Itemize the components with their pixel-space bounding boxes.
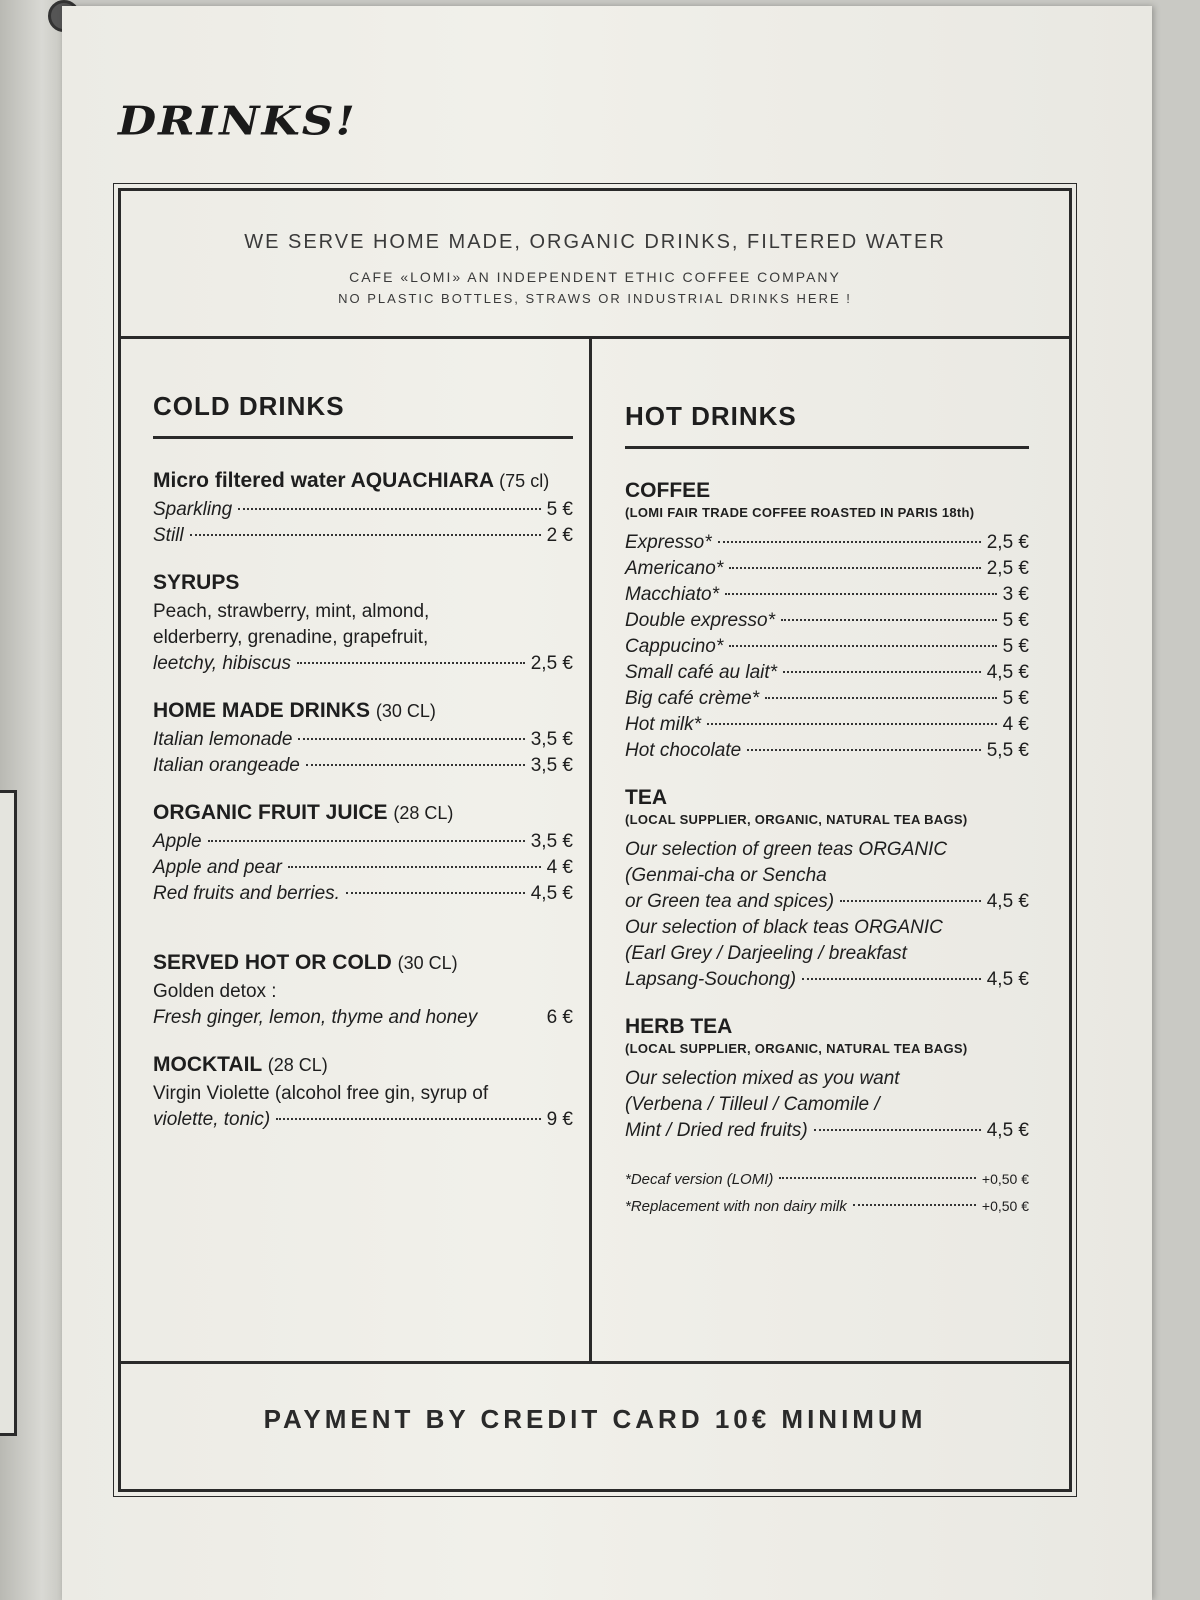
item-price: +0,50 € (981, 1198, 1029, 1214)
green-tea-desc-1: Our selection of green teas ORGANIC (625, 839, 948, 860)
item-name: Fresh ginger, lemon, thyme and honey (153, 1007, 478, 1028)
item-price: +0,50 € (981, 1171, 1029, 1187)
leader-dots (725, 593, 997, 595)
leader-dots (765, 697, 996, 699)
fruit-juice-unit: (28 CL) (393, 803, 454, 823)
item-name: Macchiato* (625, 584, 719, 605)
syrups-title: SYRUPS (153, 571, 240, 594)
menu-title: DRINKS! (118, 98, 357, 145)
menu-item (153, 829, 573, 855)
menu-item (153, 497, 573, 523)
tea-section (625, 786, 1029, 993)
item-price: 3,5 € (530, 831, 573, 852)
hot-drinks-column (625, 401, 1029, 1242)
menu-item (153, 855, 573, 881)
hot-drinks-heading: HOT DRINKS (625, 401, 1029, 449)
extras-section (625, 1166, 1029, 1220)
item-price: 5 € (546, 499, 573, 520)
item-price: 3,5 € (530, 729, 573, 750)
item-price: 4,5 € (530, 883, 573, 904)
menu-item (625, 889, 1029, 915)
facing-page (0, 0, 70, 1600)
syrups-desc-2: elderberry, grenadine, grapefruit, (153, 627, 429, 648)
green-tea-desc-2: (Genmai-cha or Sencha (625, 865, 827, 886)
item-name: Still (153, 525, 184, 546)
syrups-section (153, 571, 573, 677)
cold-drinks-heading: COLD DRINKS (153, 391, 573, 439)
payment-box (121, 1361, 1069, 1492)
water-title: Micro filtered water AQUACHIARA (153, 469, 494, 492)
item-price: 2,5 € (986, 558, 1029, 579)
hot-or-cold-title: SERVED HOT OR COLD (153, 951, 392, 974)
coffee-list (625, 530, 1029, 764)
mocktail-section (153, 1053, 573, 1133)
black-tea-desc-2: (Earl Grey / Darjeeling / breakfast (625, 943, 907, 964)
herb-tea-section (625, 1015, 1029, 1144)
item-name: Sparkling (153, 499, 233, 520)
home-made-unit: (30 CL) (375, 701, 436, 721)
payment-note: PAYMENT BY CREDIT CARD 10€ MINIMUM (263, 1404, 927, 1434)
black-tea-desc-1: Our selection of black teas ORGANIC (625, 917, 943, 938)
item-name: Mint / Dried red fruits) (625, 1120, 808, 1141)
leader-dots (781, 619, 997, 621)
item-name: Apple (153, 831, 202, 852)
menu-item (625, 556, 1029, 582)
leader-dots (288, 866, 541, 868)
menu-item (625, 608, 1029, 634)
herb-tea-title: HERB TEA (625, 1015, 733, 1038)
item-name: Big café crème* (625, 688, 760, 709)
leader-dots (747, 749, 981, 751)
leader-dots (238, 508, 540, 510)
hot-or-cold-desc: Golden detox : (153, 981, 277, 1002)
item-price: 3 € (1002, 584, 1029, 605)
item-price: 4,5 € (986, 662, 1029, 683)
item-price: 5 € (1002, 610, 1029, 631)
tea-title: TEA (625, 786, 667, 809)
item-price: 4,5 € (986, 1120, 1029, 1141)
menu-item (625, 967, 1029, 993)
menu-item (153, 727, 573, 753)
menu-item (153, 753, 573, 779)
leader-dots (276, 1118, 540, 1120)
extra-item (625, 1166, 1029, 1193)
menu-frame (118, 188, 1072, 1492)
item-price: 2,5 € (530, 653, 573, 674)
syrups-desc-1: Peach, strawberry, mint, almond, (153, 601, 430, 622)
item-price: 4,5 € (986, 969, 1029, 990)
hot-or-cold-unit: (30 CL) (397, 953, 458, 973)
hot-or-cold-section (153, 951, 573, 1031)
menu-item (153, 651, 573, 677)
menu-item (153, 1005, 573, 1031)
item-price: 6 € (546, 1007, 573, 1028)
leader-dots (718, 541, 981, 543)
item-price: 2,5 € (986, 532, 1029, 553)
leader-dots (729, 567, 981, 569)
leader-dots (840, 900, 981, 902)
item-name: leetchy, hibiscus (153, 653, 291, 674)
item-name: Double expresso* (625, 610, 775, 631)
leader-dots (779, 1177, 976, 1179)
mocktail-unit: (28 CL) (267, 1055, 328, 1075)
leader-dots (208, 840, 525, 842)
coffee-note: (LOMI FAIR TRADE COFFEE ROASTED IN PARIS 18th) (625, 505, 975, 520)
leader-dots (346, 892, 525, 894)
menu-item (625, 738, 1029, 764)
column-divider (589, 339, 592, 1361)
item-name: violette, tonic) (153, 1109, 271, 1130)
home-made-section (153, 699, 573, 779)
cold-drinks-column (153, 391, 573, 1155)
coffee-section (625, 479, 1029, 764)
menu-item (625, 712, 1029, 738)
extra-item (625, 1193, 1029, 1220)
item-name: Apple and pear (153, 857, 282, 878)
item-name: Italian orangeade (153, 755, 300, 776)
water-unit: (75 cl) (499, 471, 550, 491)
menu-item (625, 634, 1029, 660)
mocktail-desc: Virgin Violette (alcohol free gin, syrup of (153, 1083, 489, 1104)
menu-item (625, 686, 1029, 712)
menu-item (153, 1107, 573, 1133)
tagline-box (121, 191, 1069, 339)
item-name: Hot chocolate (625, 740, 742, 761)
leader-dots (783, 671, 981, 673)
leader-dots (190, 534, 541, 536)
item-name: Americano* (625, 558, 724, 579)
menu-item (625, 582, 1029, 608)
item-price: 5 € (1002, 688, 1029, 709)
leader-dots (297, 662, 525, 664)
tagline-line-1: WE SERVE HOME MADE, ORGANIC DRINKS, FILTERED WATER (244, 231, 946, 253)
item-name: or Green tea and spices) (625, 891, 835, 912)
coffee-title: COFFEE (625, 479, 711, 502)
item-name: *Replacement with non dairy milk (625, 1198, 847, 1215)
item-price: 9 € (546, 1109, 573, 1130)
item-price: 5,5 € (986, 740, 1029, 761)
leader-dots (298, 738, 524, 740)
item-name: Red fruits and berries. (153, 883, 340, 904)
menu-item (625, 530, 1029, 556)
leader-dots (802, 978, 981, 980)
leader-dots (707, 723, 997, 725)
water-section (153, 469, 573, 549)
tagline-line-2: CAFE «LOMI» AN INDEPENDENT ETHIC COFFEE COMPANY (349, 269, 841, 285)
facing-page-frame (0, 790, 17, 1436)
herb-tea-note: (LOCAL SUPPLIER, ORGANIC, NATURAL TEA BAGS) (625, 1041, 968, 1056)
fruit-juice-section (153, 801, 573, 907)
home-made-title: HOME MADE DRINKS (153, 699, 371, 722)
leader-dots (853, 1204, 976, 1206)
mocktail-title: MOCKTAIL (153, 1053, 262, 1076)
tagline-line-3: NO PLASTIC BOTTLES, STRAWS OR INDUSTRIAL DRINKS HERE ! (338, 291, 852, 306)
item-name: Hot milk* (625, 714, 702, 735)
item-name: Italian lemonade (153, 729, 293, 750)
leader-dots (729, 645, 996, 647)
menu-item (153, 523, 573, 549)
herb-tea-desc-1: Our selection mixed as you want (625, 1068, 900, 1089)
fruit-juice-title: ORGANIC FRUIT JUICE (153, 801, 388, 824)
item-name: Expresso* (625, 532, 712, 553)
item-price: 5 € (1002, 636, 1029, 657)
herb-tea-desc-2: (Verbena / Tilleul / Camomile / (625, 1094, 880, 1115)
tea-note: (LOCAL SUPPLIER, ORGANIC, NATURAL TEA BAGS) (625, 812, 968, 827)
menu-item (625, 1118, 1029, 1144)
menu-item (625, 660, 1029, 686)
leader-dots (814, 1129, 981, 1131)
item-price: 4 € (1002, 714, 1029, 735)
item-price: 2 € (546, 525, 573, 546)
item-name: Cappucino* (625, 636, 724, 657)
item-name: Lapsang-Souchong) (625, 969, 797, 990)
menu-item (153, 881, 573, 907)
item-name: *Decaf version (LOMI) (625, 1171, 774, 1188)
item-price: 4,5 € (986, 891, 1029, 912)
item-price: 4 € (546, 857, 573, 878)
item-price: 3,5 € (530, 755, 573, 776)
item-name: Small café au lait* (625, 662, 778, 683)
leader-dots (306, 764, 525, 766)
